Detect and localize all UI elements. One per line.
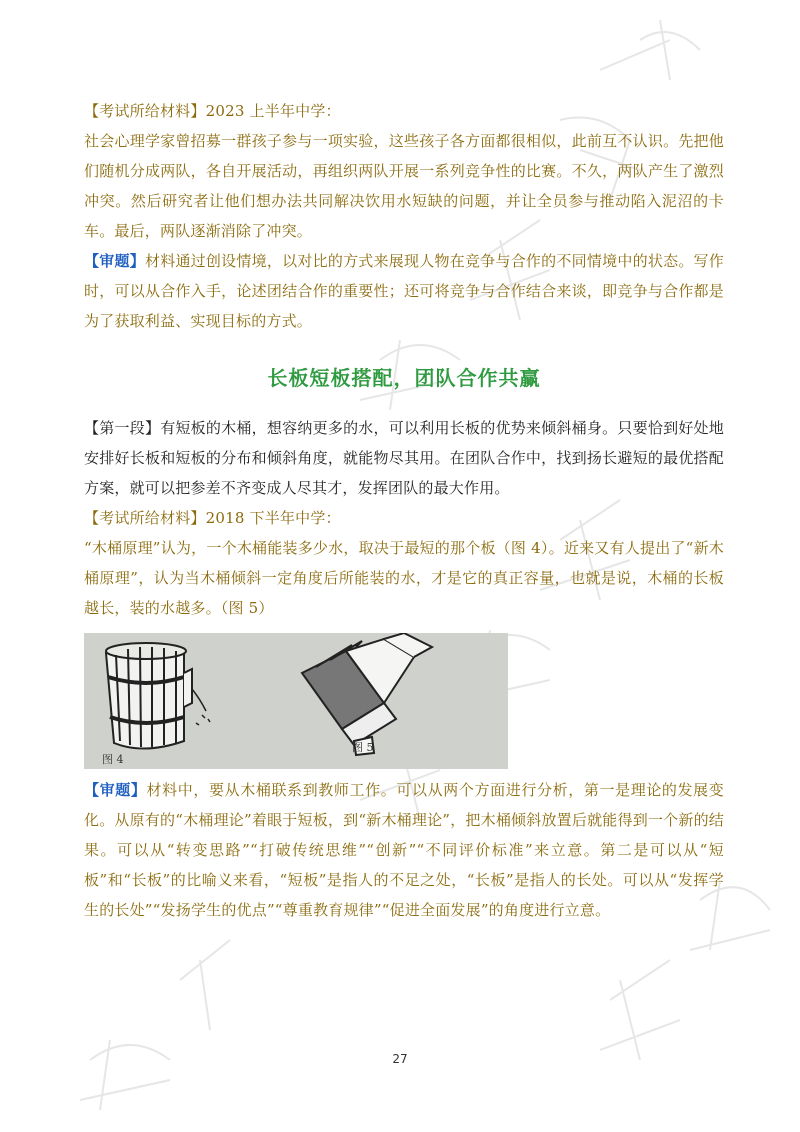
material-source: 2023 上半年中学： xyxy=(205,102,341,120)
material-body-2: “木桶原理”认为，一个木桶能装多少水，取决于最短的那个板（图 4）。近来又有人提出了“新木桶原理”，认为当木桶倾斜一定角度后所能装的水，才是它的真正容量，也就是说，木桶的长板越长，装的水越多。（图 5） xyxy=(84,539,724,617)
material-label: 【考试所给材料】 xyxy=(84,102,206,120)
review-label: 【审题】 xyxy=(84,252,145,270)
paragraph-one xyxy=(84,413,724,503)
section-heading: 长板短板搭配，团队合作共赢 xyxy=(267,366,541,390)
material-line xyxy=(84,96,724,126)
figure-5-caption: 图 5 xyxy=(352,741,374,754)
material-source-2: 2018 下半年中学： xyxy=(205,509,341,527)
paragraph-one-label: 【第一段】 xyxy=(84,419,161,437)
material-body: 社会心理学家曾招募一群孩子参与一项实验，这些孩子各方面都很相似，此前互不认识。先把他们随机分成两队，各自开展活动，再组织两队开展一系列竞争性的比赛。不久，两队产生了激烈冲突。然后研究者让他们想办法共同解决饮用水短缺的问题，并让全员参与推动陷入泥沼的卡车。最后，两队逐渐消除了冲突。 xyxy=(84,132,724,240)
review-body-2: 材料中，要从木桶联系到教师工作。可以从两个方面进行分析，第一是理论的发展变化。从原有的“木桶理论”着眼于短板，到“新木桶理论”，把木桶倾斜放置后就能得到一个新的结果。可以从“转变思路”“打破传统思维”“创新”“不同评价标准”来立意。第二是可以从“短板”和“长板”的比喻义来看，“短板”是指人的不足之处，“长板”是指人的长处。可以从“发挥学生的长处”“发扬学生的优点”“尊重教育规律”“促进全面发展”的角度进行立意。 xyxy=(84,781,724,919)
page-number: 27 xyxy=(392,1052,408,1066)
review-paragraph xyxy=(84,246,724,336)
review-label-2: 【审题】 xyxy=(84,781,147,799)
document-body xyxy=(84,96,724,925)
material-line-2 xyxy=(84,503,724,533)
barrel-figure xyxy=(84,633,508,769)
barrel-illustration xyxy=(84,633,508,769)
review-paragraph-2 xyxy=(84,775,724,925)
paragraph-one-body: 有短板的木桶，想容纳更多的水，可以利用长板的优势来倾斜桶身。只要恰到好处地安排好长板和短板的分布和倾斜角度，就能物尽其用。在团队合作中，找到扬长避短的最优搭配方案，就可以把参差不齐变成人尽其才，发挥团队的最大作用。 xyxy=(84,419,724,497)
tilted-barrel-icon xyxy=(302,633,432,755)
review-body: 材料通过创设情境，以对比的方式来展现人物在竞争与合作的不同情境中的状态。写作时，可以从合作入手，论述团结合作的重要性；还可将竞争与合作结合来谈，即竞争与合作都是为了获取利益、实现目标的方式。 xyxy=(84,252,724,330)
figure-4-caption: 图 4 xyxy=(102,753,124,766)
material-label-2: 【考试所给材料】 xyxy=(84,509,206,527)
